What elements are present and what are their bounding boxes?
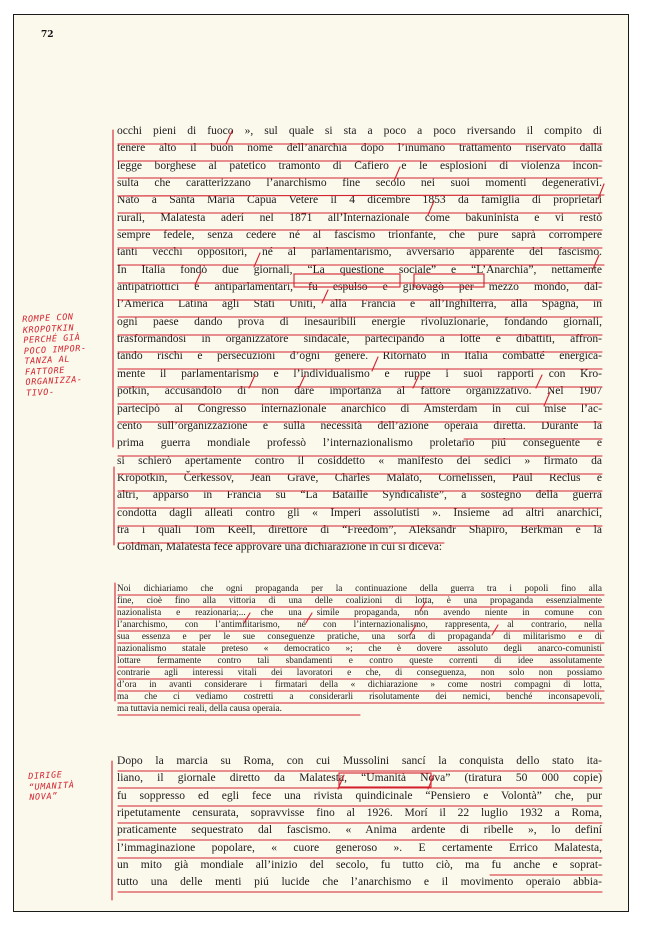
- text-line: legge borghese al patetico tramonto di Cafiero e le esplosioni di violenza incon-: [117, 159, 602, 172]
- paragraph-1: [117, 123, 602, 557]
- text-line: trasformandosi in organizzatore sindacale, partecipando a lotte e dibattiti, affron-: [117, 333, 602, 346]
- text-line: altri, apparso in Francia su “La Bataille Syndicaliste”, a sostegno della guerra: [117, 489, 602, 502]
- text-line: ripetutamente censurata, sopravvisse fino al 1926. Morí il 22 luglio 1932 a Roma,: [117, 807, 602, 820]
- text-line: tra i quali Tom Keell, direttore di “Freedom”, Aleksandr Shapiro, Berkman e la: [117, 523, 602, 536]
- handwritten-note-line: TANZA AL: [24, 354, 71, 367]
- page-number: 72: [41, 30, 54, 40]
- text-line: prima guerra mondiale professò l’internazionalismo proletario piú conseguente e: [117, 437, 602, 450]
- text-line: l’immaginazione popolare, « cuore generoso ». E certamente Errico Malatesta,: [117, 841, 602, 854]
- text-line: Goldman, Malatesta fece approvare una dichiarazione in cui si diceva:: [117, 541, 443, 554]
- text-line: Dopo la marcia su Roma, con cui Mussolini sancí la conquista dello stato ita-: [117, 755, 602, 767]
- quote-line: ma che ci vediamo costretti a considerarli risolutamente dei nemici, benché inconsapevoli,: [117, 692, 602, 703]
- text-line: ogni paese dando prova di inesauribili energie rivoluzionarie, fondando giornali,: [117, 315, 602, 328]
- text-line: tenere alto il buon nome dell’anarchia dopo l’inumano trattamento riservato dalla: [117, 142, 602, 155]
- handwritten-note-line: DIRIGE: [28, 770, 63, 782]
- text-line: condotta dagli alleati contro gli « Imperi assolutisti ». Insieme ad altri anarchici,: [117, 506, 602, 519]
- quote-line: l’anarchismo, con l’antimilitarismo, né con l’internazionalismo, rappresenta, al contrario, nella: [117, 620, 602, 631]
- text-line: liano, il giornale diretto da Malatesta, “Umanità Nova” (tiratura 50 000 copie): [117, 772, 602, 785]
- text-line: In Italia fondò due giornali, “La questione sociale” e “L’Anarchia”, nettamente: [117, 263, 602, 276]
- text-line: sulta che caratterizzano l’anarchismo fine secolo nei suoi momenti degenerativi.: [117, 177, 602, 190]
- text-line: tando rischi e persecuzioni d’ogni genere. Ritornato in Italia combatté energica-: [117, 350, 602, 363]
- text-line: Kropotkin, Čerkessov, Jean Grave, Charles Malato, Cornelissen, Paul Reclus e: [117, 471, 602, 484]
- handwritten-note-line: PERCHÉ GIÀ: [23, 332, 81, 346]
- quote-line: fine, cioè fino alla vittoria di una delle coalizioni di lotta, è una propaganda essenzialmente: [117, 596, 602, 607]
- handwritten-note-line: ORGANIZZA-: [25, 374, 83, 388]
- text-line: antipatriottici e antiparlamentari, fu espulso e girovagò per mezzo mondo, dal-: [117, 281, 602, 294]
- text-line: tanti vecchi oppositori, né al parlamentarismo, avversario apparente del fascismo.: [117, 246, 602, 259]
- handwritten-note-line: POCO IMPOR-: [23, 343, 87, 357]
- text-line: rurali, Malatesta aderí nel 1871 all’Internazionale come bakuninista e vi restò: [117, 211, 602, 224]
- text-line: l’America Latina agli Stati Uniti, alla Francia e all’Inghilterra, alla Spagna, in: [117, 298, 602, 311]
- text-line: Nato a Santa Maria Capua Vetere il 4 dicembre 1853 da famiglia di proprietari: [117, 194, 602, 207]
- text-line: partecipò al Congresso internazionale anarchico di Amsterdam in cui mise l’ac-: [117, 402, 602, 415]
- quote-line: nazionalismo statale preteso « democratico »; che è dovere assoluto degli anarco-comunisti: [117, 644, 602, 655]
- document-page: [13, 14, 629, 912]
- quote-line: nazionalista e reazionaria;... che una simile propaganda, non avendo niente in comune con: [117, 608, 602, 619]
- margin-note-kropotkin: [22, 312, 89, 399]
- margin-note-umanita-nova: [28, 770, 75, 804]
- text-line: mente il parlamentarismo e l’individualismo e ruppe i suoi rapporti con Kro-: [117, 367, 602, 380]
- handwritten-note-line: “UMANITÀ: [28, 780, 75, 793]
- handwritten-note-line: ROMPE CON: [22, 312, 74, 325]
- text-line: fu soppresso ed egli fece una rivista quindicinale “Pensiero e Volontà” che, pur: [117, 789, 602, 802]
- handwritten-note-line: NOVA”: [29, 791, 59, 803]
- quote-line: lottare fermamente contro tali sbandamenti e contro queste correnti di idee assolutamente: [117, 656, 602, 667]
- quote-line: Noi dichiariamo che ogni propaganda per la continuazione della guerra tra i popoli fino alla: [117, 584, 602, 594]
- quote-line: d’ora in avanti considerare i firmatari della « dichiarazione » come nostri compagni di lotta,: [117, 680, 602, 691]
- text-line: sempre fedele, senza cedere né al fascismo trionfante, che pure saprà corrompere: [117, 229, 602, 242]
- handwritten-note-line: FATTORE: [24, 365, 66, 378]
- text-line: si schierò apertamente contro il cosiddetto « manifesto dei sedici » firmato da: [117, 454, 602, 467]
- text-line: cento sull’organizzazione e sulla necessità dell’azione operaia diretta. Durante la: [117, 419, 602, 432]
- text-line: occhi pieni di fuoco », sul quale si sta a poco a poco riversando il compito di: [117, 125, 602, 137]
- handwritten-note-line: TIVO-: [25, 386, 55, 399]
- block-quote: [117, 583, 602, 716]
- paragraph-2: [117, 753, 602, 892]
- text-line: un mito già mondiale all’inizio del secolo, fu tutto ciò, ma fu anche e soprat-: [117, 859, 602, 872]
- text-line: potkin, accusandolo di non dare importanza al fattore organizzativo. Nel 1907: [117, 385, 602, 398]
- handwritten-note-line: KROPOTKIN: [22, 322, 75, 336]
- text-line: praticamente sequestrato dal fascismo. « Anima ardente di ribelle », lo definí: [117, 824, 602, 837]
- quote-line: ma tuttavia nemici reali, della causa operaia.: [117, 704, 282, 715]
- quote-line: contrarie agli interessi vitali dei lavoratori e che, di conseguenza, non solo non possiamo: [117, 668, 602, 679]
- quote-line: sua essenza e per le sue conseguenze pratiche, una sorta di propaganda di militarismo e di: [117, 632, 602, 643]
- text-line: tutto una delle menti piú lucide che l’anarchismo e il movimento operaio abbia-: [117, 876, 602, 889]
